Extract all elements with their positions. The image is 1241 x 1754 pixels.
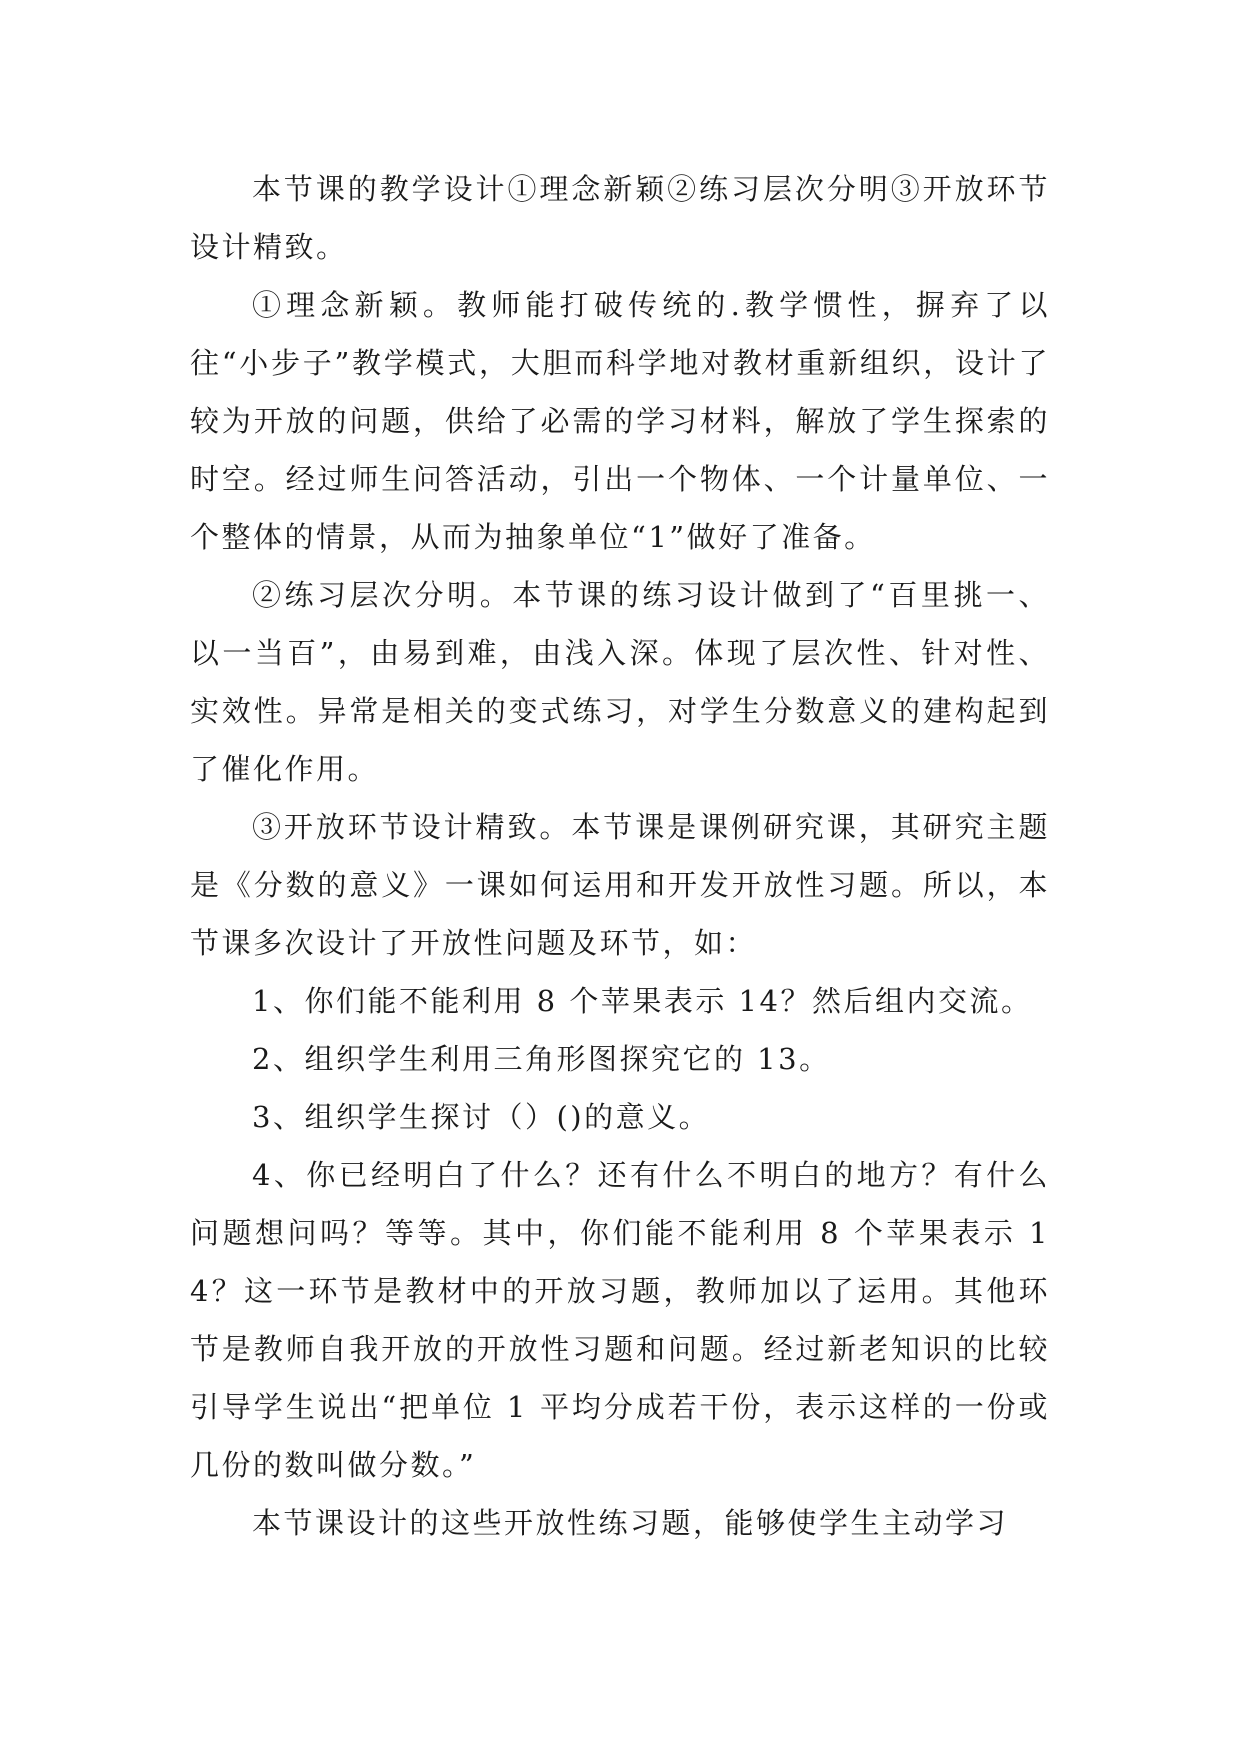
- list-item-2: 2、组织学生利用三角形图探究它的 13。: [252, 1042, 831, 1076]
- paragraph-open-design: ③开放环节设计精致。本节课是课例研究课，其研究主题是《分数的意义》一课如何运用和开发开放性习题。所以，本节课多次设计了开放性问题及环节，如：: [190, 810, 1050, 960]
- list-item-1: 1、你们能不能利用 8 个苹果表示 14？然后组内交流。: [252, 984, 1033, 1018]
- list-item-4: 4、你已经明白了什么？还有什么不明白的地方？有什么问题想问吗？等等。其中，你们能不能利用 8 个苹果表示 14？这一环节是教材中的开放习题，教师加以了运用。其他环节是教师自我开放的开放性习题和问题。经过新老知识的比较引导学生说出“把单位 1 平均分成若干份，表示这样的一份或几份的数叫做分数。”: [190, 1158, 1050, 1482]
- paragraph-practice-levels: ②练习层次分明。本节课的练习设计做到了“百里挑一、以一当百”，由易到难，由浅入深。体现了层次性、针对性、实效性。异常是相关的变式练习，对学生分数意义的建构起到了催化作用。: [190, 578, 1050, 786]
- document-body: [190, 160, 1050, 1552]
- paragraph-design-summary: 本节课的教学设计①理念新颖②练习层次分明③开放环节设计精致。: [190, 172, 1050, 264]
- list-item-3: 3、组织学生探讨（）()的意义。: [252, 1100, 711, 1134]
- paragraph-new-concept: ①理念新颖。教师能打破传统的.教学惯性，摒弃了以往“小步子”教学模式，大胆而科学地对教材重新组织，设计了较为开放的问题，供给了必需的学习材料，解放了学生探索的时空。经过师生问答活动，引出一个物体、一个计量单位、一个整体的情景，从而为抽象单位“1”做好了准备。: [190, 288, 1050, 554]
- paragraph-closing: 本节课设计的这些开放性练习题，能够使学生主动学习: [252, 1506, 1009, 1540]
